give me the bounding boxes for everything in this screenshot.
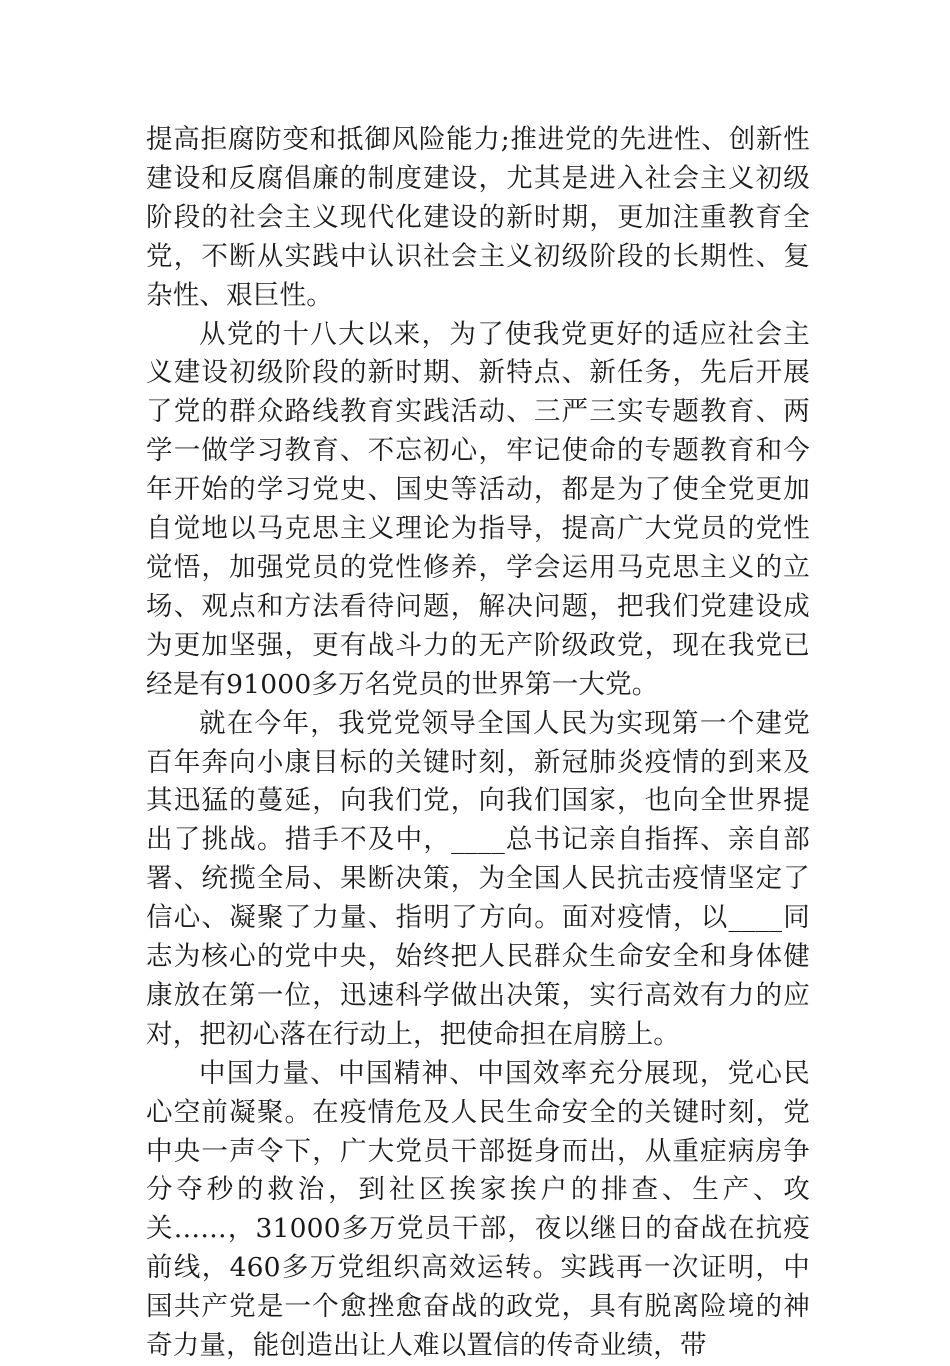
paragraph-party-education: 从党的十八大以来，为了使我党更好的适应社会主义建设初级阶段的新时期、新特点、新任务，先后开展了党的群众路线教育实践活动、三严三实专题教育、两学一做学习教育、不忘初心，牢记使命的专题教育和今年开始的学习党史、国史等活动，都是为了使全党更加自觉地以马克思主义理论为指导，提高广大党员的党性觉悟，加强党员的党性修养，学会运用马克思主义的立场、观点和方法看待问题，解决问题，把我们党建设成为更加坚强，更有战斗力的无产阶级政党，现在我党已经是有91000多万名党员的世界第一大党。: [146, 318, 810, 700]
paragraph-continuation: 提高拒腐防变和抵御风险能力;推进党的先进性、创新性建设和反腐倡廉的制度建设，尤其是进入社会主义初级阶段的社会主义现代化建设的新时期，更加注重教育全党，不断从实践中认识社会主义初级阶段的长期性、复杂性、艰巨性。: [146, 124, 810, 311]
paragraph-epidemic-challenge: 就在今年，我党党领导全国人民为实现第一个建党百年奔向小康目标的关键时刻，新冠肺炎疫情的到来及其迅猛的蔓延，向我们党，向我们国家，也向全世界提出了挑战。措手不及中，____总书记亲自指挥、亲自部署、统揽全局、果断决策，为全国人民抗击疫情坚定了信心、凝聚了力量、指明了方向。面对疫情，以____同志为核心的党中央，始终把人民群众生命安全和身体健康放在第一位，迅速科学做出决策，实行高效有力的应对，把初心落在行动上，把使命担在肩膀上。: [146, 707, 810, 1050]
document-body: [146, 121, 810, 1366]
paragraph-china-strength: 中国力量、中国精神、中国效率充分展现，党心民心空前凝聚。在疫情危及人民生命安全的关键时刻，党中央一声令下，广大党员干部挺身而出，从重症病房争分夺秒的救治，到社区挨家挨户的排查、生产、攻关……，31000多万党员干部，夜以继日的奋战在抗疫前线，460多万党组织高效运转。实践再一次证明，中国共产党是一个愈挫愈奋战的政党，具有脱离险境的神奇力量，能创造出让人难以置信的传奇业绩，带: [146, 1057, 810, 1362]
